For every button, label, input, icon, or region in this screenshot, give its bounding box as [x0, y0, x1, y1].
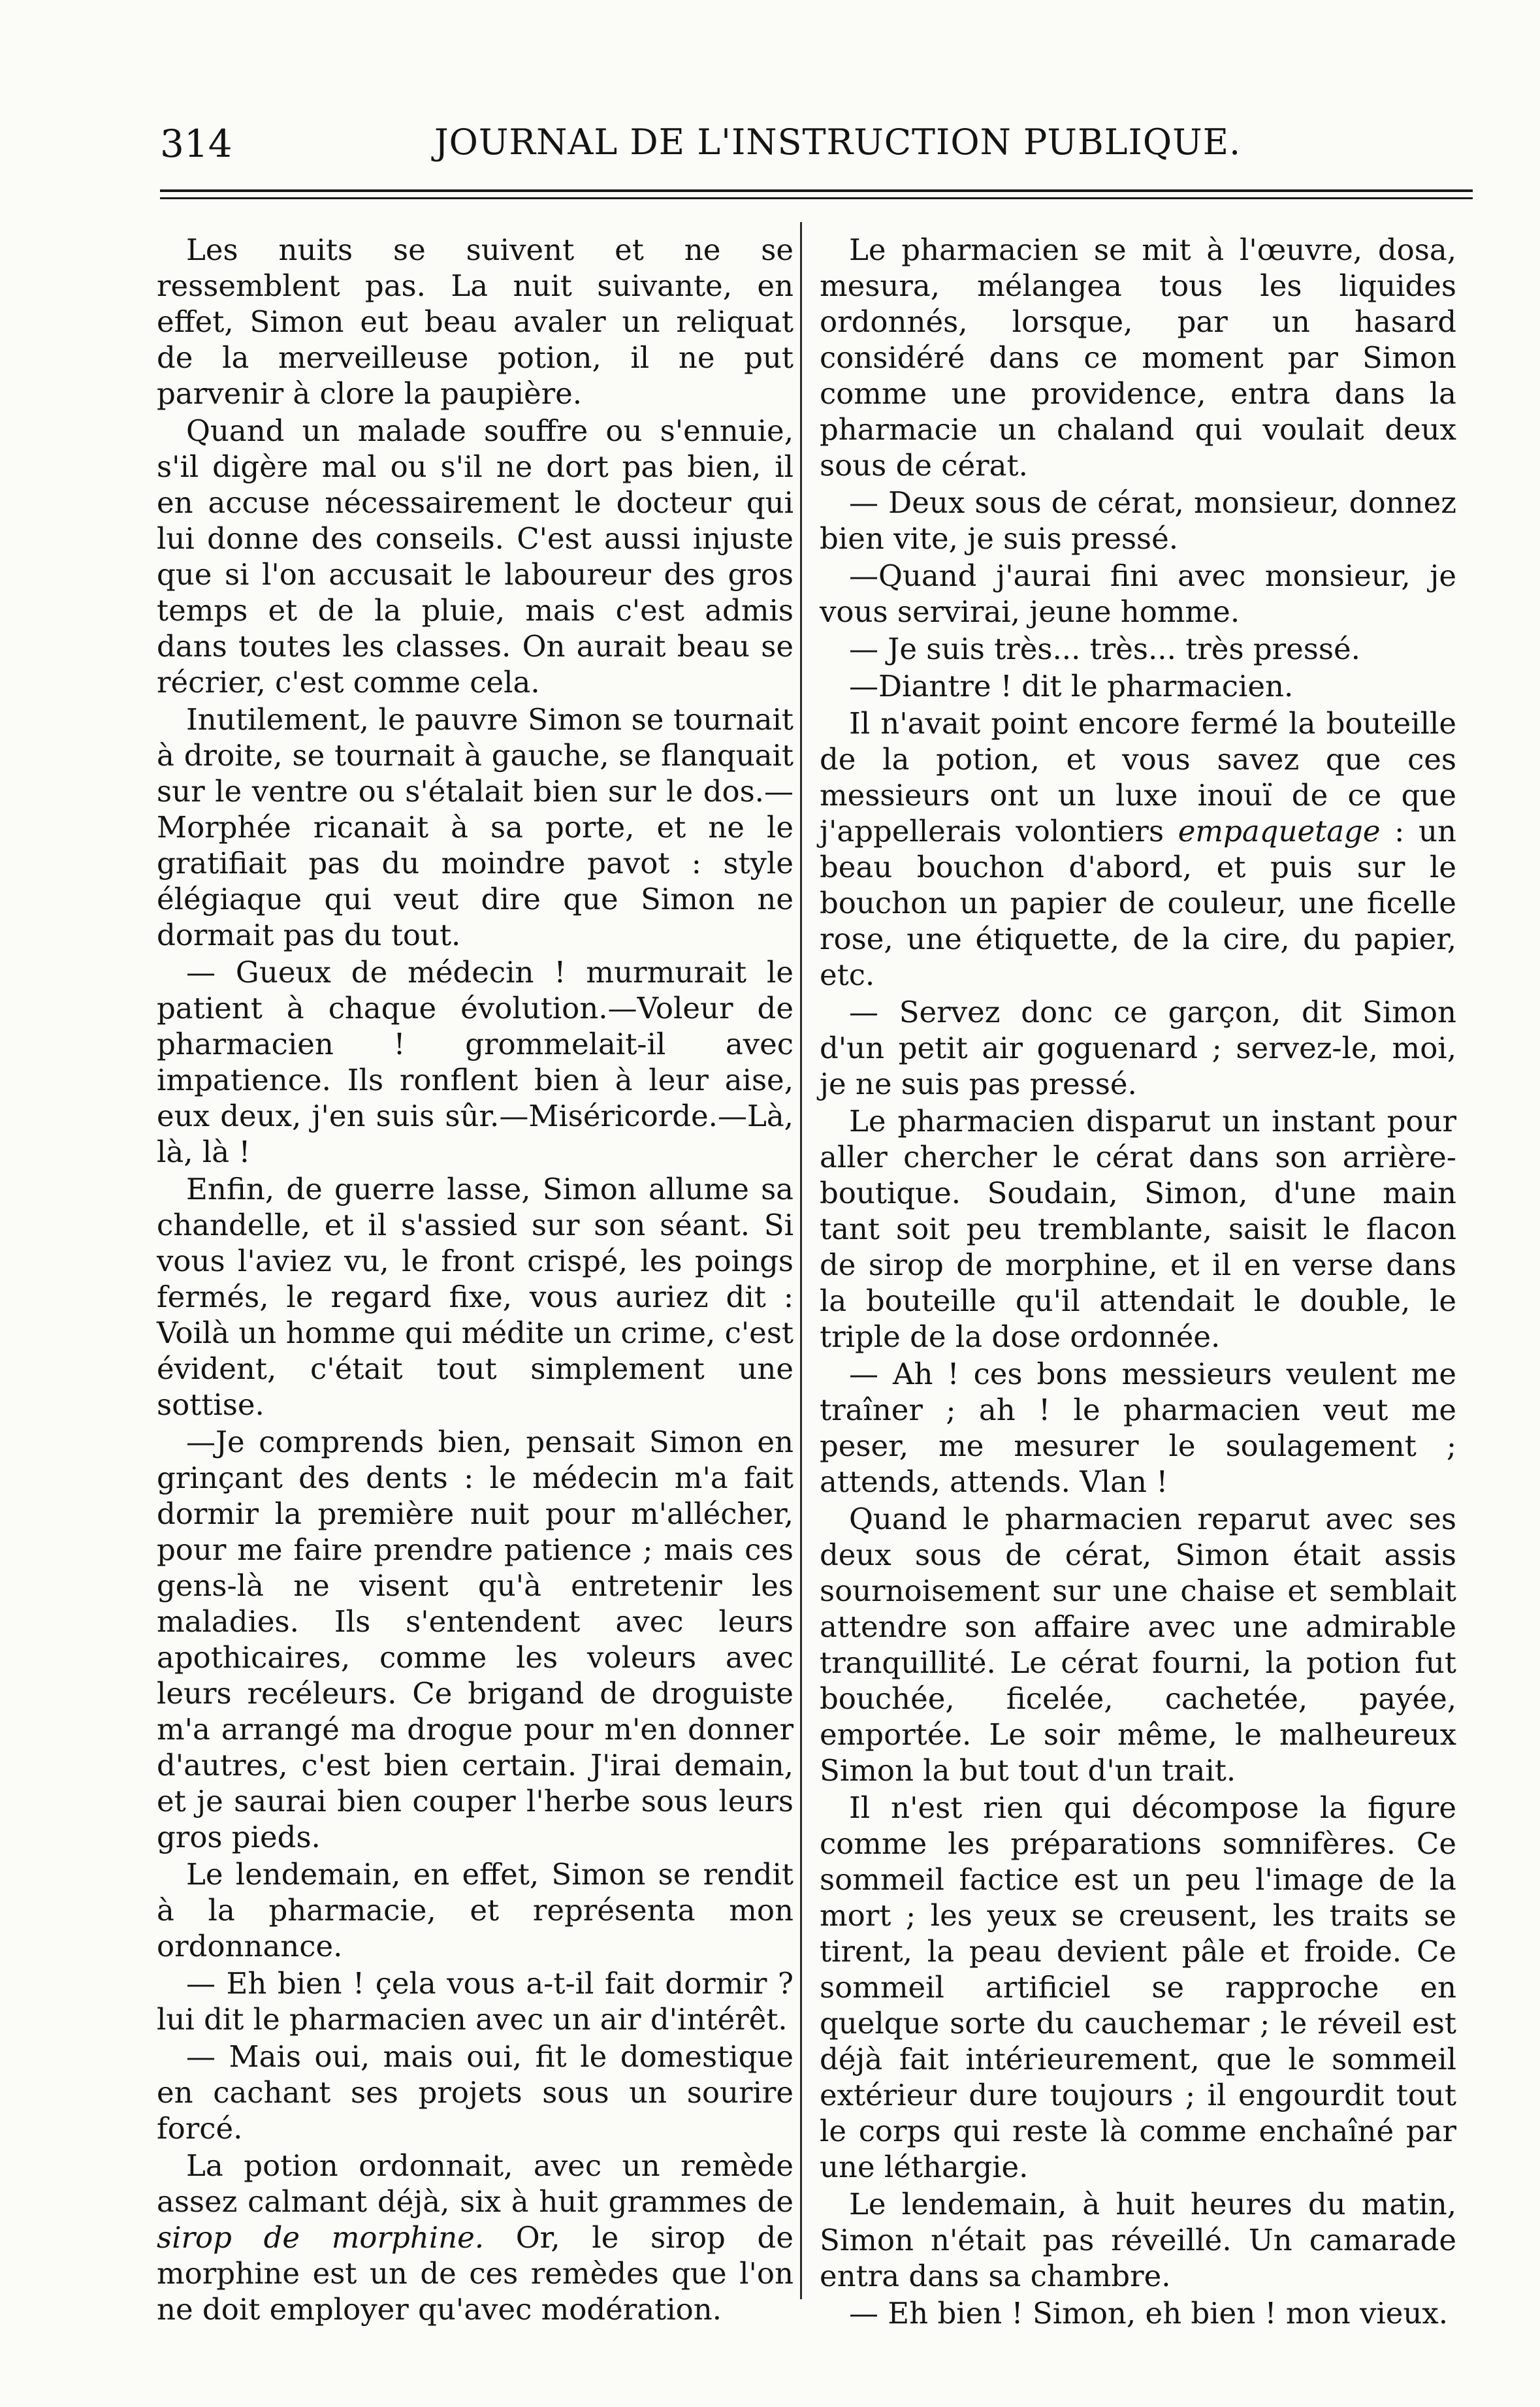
paragraph-potion: [157, 2148, 794, 2327]
paragraph: Le pharmacien se mit à l'œuvre, dosa, mesura, mélangea tous les liquides ordonnés, lorsque, par un hasard considéré dans ce moment par Simon comme une providence, entra dans la pharmacie un chaland qui voulait deux sous de cérat.: [820, 233, 1456, 483]
column-divider: [800, 222, 802, 2299]
italic-term: empaquetage: [1178, 814, 1381, 848]
paragraph: Le lendemain, en effet, Simon se rendit à la pharmacie, et représenta mon ordonnance.: [157, 1857, 794, 1963]
header-rule-top: [160, 189, 1473, 192]
paragraph: — Eh bien ! Simon, eh bien ! mon vieux.: [849, 2296, 1449, 2331]
left-column: [157, 232, 794, 2329]
page-header: [153, 116, 1479, 182]
right-column: [820, 232, 1456, 2333]
page-number: 314: [160, 121, 233, 166]
paragraph: Il n'est rien qui décompose la figure comme les préparations somnifères. Ce sommeil factice est un peu l'image de la mort ; les yeux se creusent, les traits se tirent, la peau devient pâle et froide. Ce sommeil artificiel se rapproche en quelque sorte du cauchemar ; le réveil est déjà fait intérieurement, que le sommeil extérieur dure toujours ; il engourdit tout le corps qui reste là comme enchaîné par une léthargie.: [820, 1790, 1456, 2184]
paragraph: Quand le pharmacien reparut avec ses deux sous de cérat, Simon était assis sournoisement sur une chaise et semblait attendre son affaire avec une admirable tranquillité. Le cérat fourni, la potion fut bouchée, ficelée, cachetée, payée, emportée. Le soir même, le malheureux Simon la but tout d'un trait.: [820, 1502, 1456, 1788]
header-rule-bottom: [160, 197, 1473, 199]
paragraph: Le pharmacien disparut un instant pour aller chercher le cérat dans son arrière-boutique. Soudain, Simon, d'une main tant soit peu tremblante, saisit le flacon de sirop de morphine, et il en verse dans la bouteille qu'il attendait le double, le triple de la dose ordonnée.: [820, 1104, 1456, 1354]
running-head: JOURNAL DE L'INSTRUCTION PUBLIQUE.: [434, 121, 1242, 163]
paragraph: —Diantre ! dit le pharmacien.: [849, 669, 1294, 703]
paragraph: Les nuits se suivent et ne se ressemblent pas. La nuit suivante, en effet, Simon eut beau avaler un reliquat de la merveilleuse potion, il ne put parvenir à clore la paupière.: [157, 233, 794, 411]
paragraph: Inutilement, le pauvre Simon se tournait à droite, se tournait à gauche, se flanquait sur le ventre ou s'étalait bien sur le dos.—Morphée ricanait à sa porte, et ne le gratifiait pas du moindre pavot : style élégiaque qui veut dire que Simon ne dormait pas du tout.: [157, 702, 794, 952]
paragraph: Le lendemain, à huit heures du matin, Simon n'était pas réveillé. Un camarade entra dans sa chambre.: [820, 2187, 1456, 2293]
paragraph: — Gueux de médecin ! murmurait le patient à chaque évolution.—Voleur de pharmacien ! grommelait-il avec impatience. Ils ronflent bien à leur aise, eux deux, j'en suis sûr.—Miséricorde.—Là, là, là !: [157, 955, 794, 1169]
text-run: Il n'avait point encore fermé la bouteille de la potion, et vous savez que ces messieurs ont un luxe inouï de ce que j'appellerais volontiers: [820, 706, 1456, 848]
paragraph: — Servez donc ce garçon, dit Simon d'un petit air goguenard ; servez-le, moi, je ne suis pas pressé.: [820, 995, 1456, 1101]
paragraph: Quand un malade souffre ou s'ennuie, s'il digère mal ou s'il ne dort pas bien, il en accuse nécessairement le docteur qui lui donne des conseils. C'est aussi injuste que si l'on accusait le laboureur des gros temps et de la pluie, mais c'est admis dans toutes les classes. On aurait beau se récrier, c'est comme cela.: [157, 413, 794, 700]
paragraph: —Je comprends bien, pensait Simon en grinçant des dents : le médecin m'a fait dormir la première nuit pour m'allécher, pour me faire prendre patience ; mais ces gens-là ne visent qu'à entretenir les maladies. Ils s'entendent avec leurs apothicaires, comme les voleurs avec leurs recéleurs. Ce brigand de droguiste m'a arrangé ma drogue pour m'en donner d'autres, c'est bien certain. J'irai demain, et je saurai bien couper l'herbe sous leurs gros pieds.: [157, 1425, 794, 1854]
paragraph: — Ah ! ces bons messieurs veulent me traîner ; ah ! le pharmacien veut me peser, me mesurer le soulagement ; attends, attends. Vlan !: [820, 1357, 1456, 1499]
text-run: La potion ordonnait, avec un remède assez calmant déjà, six à huit grammes de: [157, 2148, 794, 2219]
paragraph: — Je suis très... très... très pressé.: [849, 632, 1360, 666]
paragraph: — Mais oui, mais oui, fit le domestique en cachant ses projets sous un sourire forcé.: [157, 2039, 794, 2146]
paragraph-empaquetage: [820, 705, 1456, 993]
text-run: Or, le sirop de morphine est un de ces remèdes que l'on ne doit employer qu'avec modération.: [157, 2220, 794, 2327]
italic-term: sirop de morphine.: [157, 2220, 485, 2255]
paragraph: Enfin, de guerre lasse, Simon allume sa chandelle, et il s'assied sur son séant. Si vous l'aviez vu, le front crispé, les poings fermés, le regard fixe, vous auriez dit : Voilà un homme qui médite un crime, c'est évident, c'était tout simplement une sottise.: [157, 1172, 794, 1422]
paragraph: — Deux sous de cérat, monsieur, donnez bien vite, je suis pressé.: [820, 485, 1456, 556]
paragraph: — Eh bien ! çela vous a-t-il fait dormir ? lui dit le pharmacien avec un air d'intérêt.: [157, 1966, 794, 2037]
text-run: : un beau bouchon d'abord, et puis sur le bouchon un papier de couleur, une ficelle rose, une étiquette, de la cire, du papier, etc.: [820, 814, 1457, 992]
paragraph: —Quand j'aurai fini avec monsieur, je vous servirai, jeune homme.: [820, 558, 1456, 629]
